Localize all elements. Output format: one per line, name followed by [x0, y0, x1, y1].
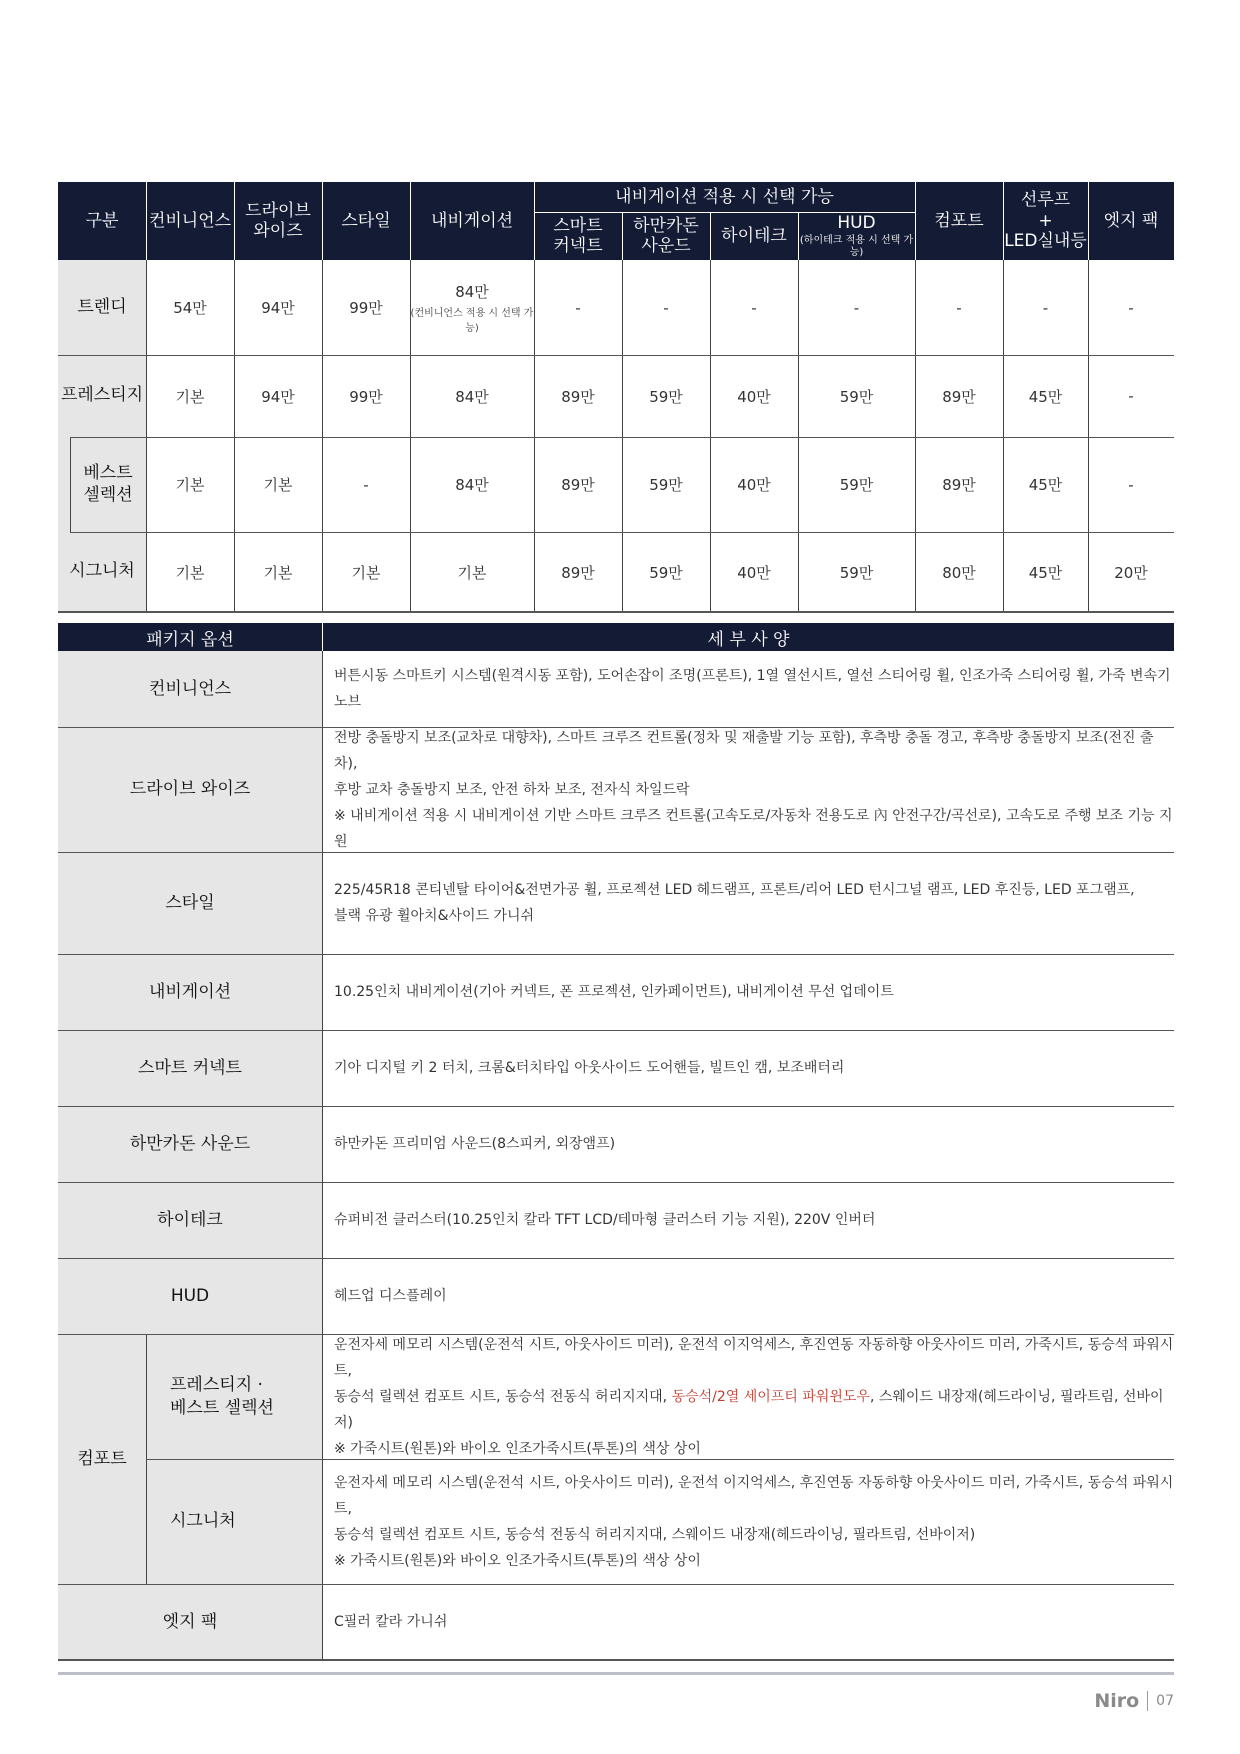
- divider: [58, 1584, 1174, 1585]
- price-cell: [915, 532, 1003, 612]
- divider: [410, 260, 411, 612]
- page-number: 07: [1156, 1693, 1174, 1709]
- price-cell: [798, 532, 915, 612]
- price-cell: [622, 260, 710, 355]
- price-cell: [915, 437, 1003, 532]
- price-value: 54만: [173, 299, 207, 317]
- divider: [58, 355, 1174, 356]
- divider: [58, 852, 1174, 853]
- row-label: 트렌디: [77, 296, 127, 317]
- footer-rule: [58, 1672, 1174, 1675]
- price-value: -: [853, 298, 860, 317]
- divider: [410, 182, 411, 260]
- package-label: 내비게이션: [148, 981, 232, 1002]
- price-value: 59만: [649, 476, 683, 494]
- header-sunroof: [1003, 182, 1088, 260]
- divider: [146, 260, 147, 612]
- header-label: 선루프: [1020, 190, 1071, 211]
- price-value: 기본: [263, 563, 293, 582]
- price-cell: [1003, 260, 1088, 355]
- header-label: +: [1038, 210, 1053, 231]
- header-label: 내비게이션: [430, 210, 514, 231]
- package-name-comfort: [58, 1334, 146, 1584]
- price-value: 99만: [349, 299, 383, 317]
- header-hud: [798, 212, 915, 260]
- row-label: 프레스티지: [60, 385, 144, 406]
- price-value: 99만: [349, 387, 383, 406]
- header-label: 컴포트: [934, 210, 984, 231]
- desc-line: 하만카돈 프리미엄 사운드(8스피커, 외장앰프): [334, 1136, 616, 1152]
- header-drive-wise: [234, 182, 322, 260]
- price-value: 84만: [455, 283, 489, 301]
- desc-text: , 스웨이드 내장재(헤드라이닝, 필라트림, 선바이저): [334, 1388, 1164, 1431]
- desc-line: 블랙 유광 휠아치&사이드 가니쉬: [334, 908, 535, 924]
- desc-line: 225/45R18 콘티넨탈 타이어&전면가공 휠, 프로젝션 LED 헤드램프, 프론트/리어 LED 턴시그널 램프, LED 후진등, LED 포그램프,: [334, 882, 1135, 898]
- price-value: 89만: [561, 563, 595, 582]
- price-cell: [534, 260, 622, 355]
- package-name-comfort-prestige: [146, 1334, 322, 1459]
- price-value: -: [1042, 298, 1049, 317]
- divider: [1088, 182, 1089, 260]
- package-desc-comfort-prestige: [323, 1334, 1174, 1459]
- price-value: 기본: [351, 563, 381, 582]
- price-value: 89만: [942, 476, 976, 494]
- package-desc-convenience: [323, 651, 1174, 727]
- price-value: -: [751, 298, 757, 317]
- header-label: LED실내등: [1004, 231, 1087, 252]
- price-cell: [534, 532, 622, 612]
- desc-line: ※ 가죽시트(원톤)와 바이오 인조가죽시트(투톤)의 색상 상이: [334, 1440, 701, 1457]
- price-value: -: [663, 298, 669, 317]
- package-name-harman: [58, 1106, 322, 1182]
- price-cell: [710, 260, 798, 355]
- package-name-navigation: [58, 954, 322, 1030]
- price-cell: [798, 437, 915, 532]
- price-value: -: [363, 475, 369, 494]
- header-label: HUD: [837, 213, 876, 234]
- price-value: 59만: [839, 476, 874, 494]
- price-cell: [146, 437, 234, 532]
- price-cell: [622, 355, 710, 437]
- price-cell: [710, 532, 798, 612]
- price-cell: [534, 355, 622, 437]
- price-cell: [146, 355, 234, 437]
- price-note: (컨비니언스 적용 시 선택 가능): [410, 308, 534, 334]
- divider: [1003, 260, 1004, 612]
- header-label: 세 부 사 양: [707, 629, 790, 650]
- package-label: 드라이브 와이즈: [129, 779, 251, 800]
- package-header-left: [58, 623, 322, 651]
- price-value: 89만: [561, 387, 595, 406]
- divider: [322, 260, 323, 612]
- package-label: 하만카돈 사운드: [129, 1133, 251, 1154]
- divider: [622, 212, 623, 260]
- divider: [234, 182, 235, 260]
- header-harman: [622, 212, 710, 260]
- header-label: 패키지 옵션: [146, 629, 234, 650]
- price-cell: [1088, 355, 1174, 437]
- package-label: 베스트 셀렉션: [170, 1397, 274, 1418]
- header-label: 구분: [85, 210, 119, 231]
- package-desc-style: [323, 852, 1174, 954]
- header-label: 하만카돈: [633, 215, 699, 236]
- header-edge-pack: [1088, 182, 1174, 260]
- divider: [915, 260, 916, 612]
- price-cell: [234, 355, 322, 437]
- package-name-edge-pack: [58, 1584, 322, 1660]
- header-gubun: [58, 182, 146, 260]
- price-value: -: [956, 298, 962, 317]
- desc-line: ※ 가죽시트(원톤)와 바이오 인조가죽시트(투톤)의 색상 상이: [334, 1552, 701, 1569]
- package-header-right: [323, 623, 1174, 651]
- package-label: HUD: [170, 1285, 210, 1306]
- package-label: 스마트 커넥트: [138, 1057, 242, 1078]
- package-label: 시그니처: [170, 1511, 236, 1532]
- divider: [534, 182, 535, 260]
- price-value: -: [1128, 298, 1134, 317]
- desc-line: 헤드업 디스플레이: [334, 1288, 447, 1304]
- footer-separator: [1147, 1691, 1148, 1711]
- footer: [1090, 1686, 1174, 1716]
- row-header-signature: [58, 532, 146, 612]
- price-value: 기본: [175, 563, 205, 582]
- price-value: 80만: [942, 563, 976, 582]
- price-cell: [1003, 437, 1088, 532]
- divider: [1003, 182, 1004, 260]
- package-name-drive-wise: [58, 727, 322, 852]
- price-cell: [322, 532, 410, 612]
- price-value: 기본: [457, 563, 487, 582]
- desc-line: 전방 충돌방지 보조(교차로 대향차), 스마트 크루즈 컨트롤(정차 및 재출발 기능 포함), 후측방 충돌 경고, 후측방 충돌방지 보조(전진 출차),: [334, 729, 1154, 772]
- price-cell: [234, 437, 322, 532]
- price-cell: [1003, 532, 1088, 612]
- price-value: 84만: [455, 387, 489, 406]
- price-cell: [622, 532, 710, 612]
- desc-line: 운전자세 메모리 시스템(운전석 시트, 아웃사이드 미러), 운전석 이지억세스, 후진연동 자동하향 아웃사이드 미러, 가죽시트, 동승석 파워시트,: [334, 1336, 1174, 1379]
- header-style: [322, 182, 410, 260]
- divider: [58, 611, 1174, 613]
- header-label: 스타일: [341, 210, 391, 231]
- package-desc-smart-connect: [323, 1030, 1174, 1106]
- divider: [798, 260, 799, 612]
- price-value: 40만: [737, 476, 771, 494]
- header-hitech: [710, 212, 798, 260]
- package-desc-comfort-signature: [323, 1459, 1174, 1584]
- price-value: 59만: [839, 387, 874, 406]
- header-convenience: [146, 182, 234, 260]
- divider: [58, 1030, 1174, 1031]
- price-value: 45만: [1028, 563, 1063, 582]
- price-value: 기본: [175, 476, 205, 494]
- price-cell: [410, 260, 534, 355]
- divider: [58, 1106, 1174, 1107]
- divider: [58, 1258, 1174, 1259]
- header-smart-connect: [534, 212, 622, 260]
- price-value: 94만: [261, 299, 295, 317]
- header-label: 컨비니언스: [148, 210, 232, 231]
- desc-line: C필러 칼라 가니쉬: [334, 1614, 448, 1630]
- divider: [58, 1182, 1174, 1183]
- divider: [534, 212, 915, 213]
- price-cell: [622, 437, 710, 532]
- divider: [710, 212, 711, 260]
- package-name-hitech: [58, 1182, 322, 1258]
- price-value: 45만: [1028, 476, 1063, 494]
- divider: [1088, 260, 1089, 612]
- price-value: -: [1128, 387, 1134, 405]
- desc-line: 기아 디지털 키 2 터치, 크롬&터치타입 아웃사이드 도어핸들, 빌트인 캠, 보조배터리: [334, 1060, 845, 1076]
- desc-line: 버튼시동 스마트키 시스템(원격시동 포함), 도어손잡이 조명(프론트), 1열 열선시트, 열선 스티어링 휠, 인조가죽 스티어링 휠, 가죽 변속기 노브: [334, 668, 1171, 710]
- package-name-convenience: [58, 651, 322, 727]
- price-cell: [234, 260, 322, 355]
- footer-brand: Niro: [1094, 1690, 1140, 1712]
- price-cell: [915, 260, 1003, 355]
- price-value: 84만: [455, 476, 489, 494]
- package-name-comfort-signature: [146, 1459, 322, 1584]
- divider: [322, 182, 323, 260]
- divider: [146, 1459, 1174, 1460]
- desc-line: 슈퍼비전 클러스터(10.25인치 칼라 TFT LCD/테마형 클러스터 기능 지원), 220V 인버터: [334, 1212, 876, 1228]
- row-label: 베스트: [83, 463, 133, 484]
- divider: [58, 727, 1174, 728]
- package-label: 컴포트: [77, 1448, 127, 1469]
- price-value: 59만: [649, 563, 683, 582]
- price-cell: [798, 355, 915, 437]
- price-cell: [1088, 532, 1174, 612]
- package-label: 하이테크: [157, 1209, 223, 1230]
- header-label: 커넥트: [553, 236, 603, 256]
- price-cell: [322, 437, 410, 532]
- price-cell: [410, 437, 534, 532]
- header-note: (하이테크 적용 시 선택 가능): [799, 234, 914, 258]
- price-cell: [410, 355, 534, 437]
- divider: [70, 532, 1174, 533]
- divider: [146, 182, 147, 260]
- price-value: -: [1128, 475, 1134, 494]
- package-label: 엣지 팩: [162, 1611, 218, 1632]
- header-label: 사운드: [641, 236, 691, 256]
- price-value: 59만: [649, 387, 683, 406]
- desc-line: [334, 1384, 1174, 1436]
- price-cell: [1003, 355, 1088, 437]
- package-desc-drive-wise: [323, 727, 1174, 852]
- price-cell: [322, 355, 410, 437]
- price-value: 40만: [737, 563, 771, 582]
- header-label: 와이즈: [253, 221, 303, 241]
- divider: [58, 954, 1174, 955]
- price-value: 94만: [261, 387, 295, 406]
- price-value: 기본: [175, 387, 205, 406]
- price-cell: [146, 260, 234, 355]
- header-label: 엣지 팩: [1103, 210, 1159, 231]
- desc-line: 동승석 릴렉션 컴포트 시트, 동승석 전동식 허리지지대, 스웨이드 내장재(헤드라이닝, 필라트림, 선바이저): [334, 1526, 976, 1543]
- divider: [622, 260, 623, 612]
- divider: [234, 260, 235, 612]
- price-cell: [234, 532, 322, 612]
- divider: [798, 212, 799, 260]
- package-label: 프레스티지 ·: [170, 1374, 263, 1395]
- package-label: 스타일: [165, 892, 215, 913]
- price-cell: [1088, 260, 1174, 355]
- divider: [534, 260, 535, 612]
- price-cell: [710, 355, 798, 437]
- desc-text: 동승석 릴렉션 컴포트 시트, 동승석 전동식 허리지지대,: [334, 1388, 672, 1405]
- price-cell: [410, 532, 534, 612]
- divider: [70, 437, 1174, 438]
- package-desc-edge-pack: [323, 1584, 1174, 1660]
- package-name-hud: [58, 1258, 322, 1334]
- desc-line: ※ 내비게이션 적용 시 내비게이션 기반 스마트 크루즈 컨트롤(고속도로/자동차 전용도로 內 안전구간/곡선로), 고속도로 주행 보조 기능 지원: [334, 807, 1173, 850]
- price-cell: [146, 532, 234, 612]
- package-label: 컨비니언스: [148, 678, 232, 699]
- divider: [58, 1334, 1174, 1335]
- divider: [322, 651, 323, 1660]
- header-label: 내비게이션 적용 시 선택 가능: [615, 186, 834, 207]
- price-value: 89만: [942, 387, 976, 406]
- row-header-trendy: [58, 260, 146, 355]
- header-label: 스마트: [553, 215, 603, 236]
- price-cell: [322, 260, 410, 355]
- package-name-smart-connect: [58, 1030, 322, 1106]
- price-value: 89만: [561, 476, 595, 494]
- row-label: 시그니처: [69, 561, 135, 582]
- row-header-best-selection: [58, 437, 146, 532]
- divider: [915, 182, 916, 260]
- row-header-prestige: [58, 355, 146, 437]
- divider: [58, 1659, 1174, 1661]
- header-navigation: [410, 182, 534, 260]
- price-value: 40만: [737, 387, 771, 406]
- package-desc-harman: [323, 1106, 1174, 1182]
- package-desc-hitech: [323, 1182, 1174, 1258]
- divider: [70, 437, 71, 532]
- price-cell: [798, 260, 915, 355]
- package-desc-hud: [323, 1258, 1174, 1334]
- price-value: 기본: [263, 476, 293, 494]
- price-value: 59만: [839, 563, 874, 582]
- price-cell: [534, 437, 622, 532]
- header-label: 드라이브: [245, 200, 311, 221]
- desc-highlight: 동승석/2열 세이프티 파워윈도우: [671, 1388, 870, 1405]
- row-label: 셀렉션: [83, 484, 133, 505]
- desc-line: 후방 교차 충돌방지 보조, 안전 하차 보조, 전자식 차일드락: [334, 781, 690, 798]
- package-desc-navigation: [323, 954, 1174, 1030]
- header-comfort: [915, 182, 1003, 260]
- desc-line: 운전자세 메모리 시스템(운전석 시트, 아웃사이드 미러), 운전석 이지억세스, 후진연동 자동하향 아웃사이드 미러, 가죽시트, 동승석 파워시트,: [334, 1474, 1174, 1517]
- price-value: -: [575, 298, 581, 317]
- header-nav-group: [534, 182, 915, 212]
- price-cell: [1088, 437, 1174, 532]
- desc-line: 10.25인치 내비게이션(기아 커넥트, 폰 프로젝션, 인카페이먼트), 내비게이션 무선 업데이트: [334, 984, 894, 1000]
- price-value: 20만: [1114, 563, 1148, 582]
- price-cell: [915, 355, 1003, 437]
- divider: [710, 260, 711, 612]
- price-cell: [710, 437, 798, 532]
- price-value: 45만: [1028, 387, 1063, 406]
- header-label: 하이테크: [721, 225, 787, 246]
- package-name-style: [58, 852, 322, 954]
